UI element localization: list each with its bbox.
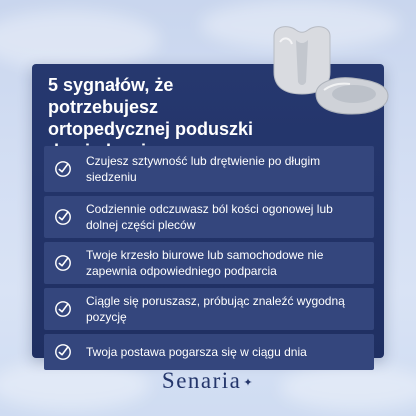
list-item: [44, 242, 374, 284]
check-circle-icon: [54, 343, 72, 361]
check-circle-icon: [54, 160, 72, 178]
list-item: [44, 146, 374, 192]
list-item-text: Czujesz sztywność lub drętwienie po długim siedzeniu: [86, 154, 321, 184]
seat-cushion-image: [312, 74, 392, 118]
page-title: 5 sygnałów, że potrzebujesz ortopedycznej poduszki: [48, 75, 254, 139]
list-item: [44, 196, 374, 238]
brand-name: Senaria: [161, 368, 242, 393]
list-item-text: Twoja postawa pogarsza się w ciągu dnia: [86, 345, 307, 359]
list-item-text: Twoje krzesło biurowe lub samochodowe nie zapewnia odpowiedniego podparcia: [86, 248, 324, 278]
brand-logo: [0, 368, 416, 394]
sparkle-icon: ✦: [243, 377, 255, 390]
check-circle-icon: [54, 254, 72, 272]
signal-list: [44, 146, 374, 374]
list-item: [44, 334, 374, 370]
background-cloud: [0, 10, 160, 70]
list-item-text: Ciągle się poruszasz, próbując znaleźć wygodną pozycję: [86, 294, 345, 324]
check-circle-icon: [54, 208, 72, 226]
list-item-text: Codziennie odczuwasz ból kości ogonowej lub dolnej części pleców: [86, 202, 333, 232]
list-item: [44, 288, 374, 330]
check-circle-icon: [54, 300, 72, 318]
